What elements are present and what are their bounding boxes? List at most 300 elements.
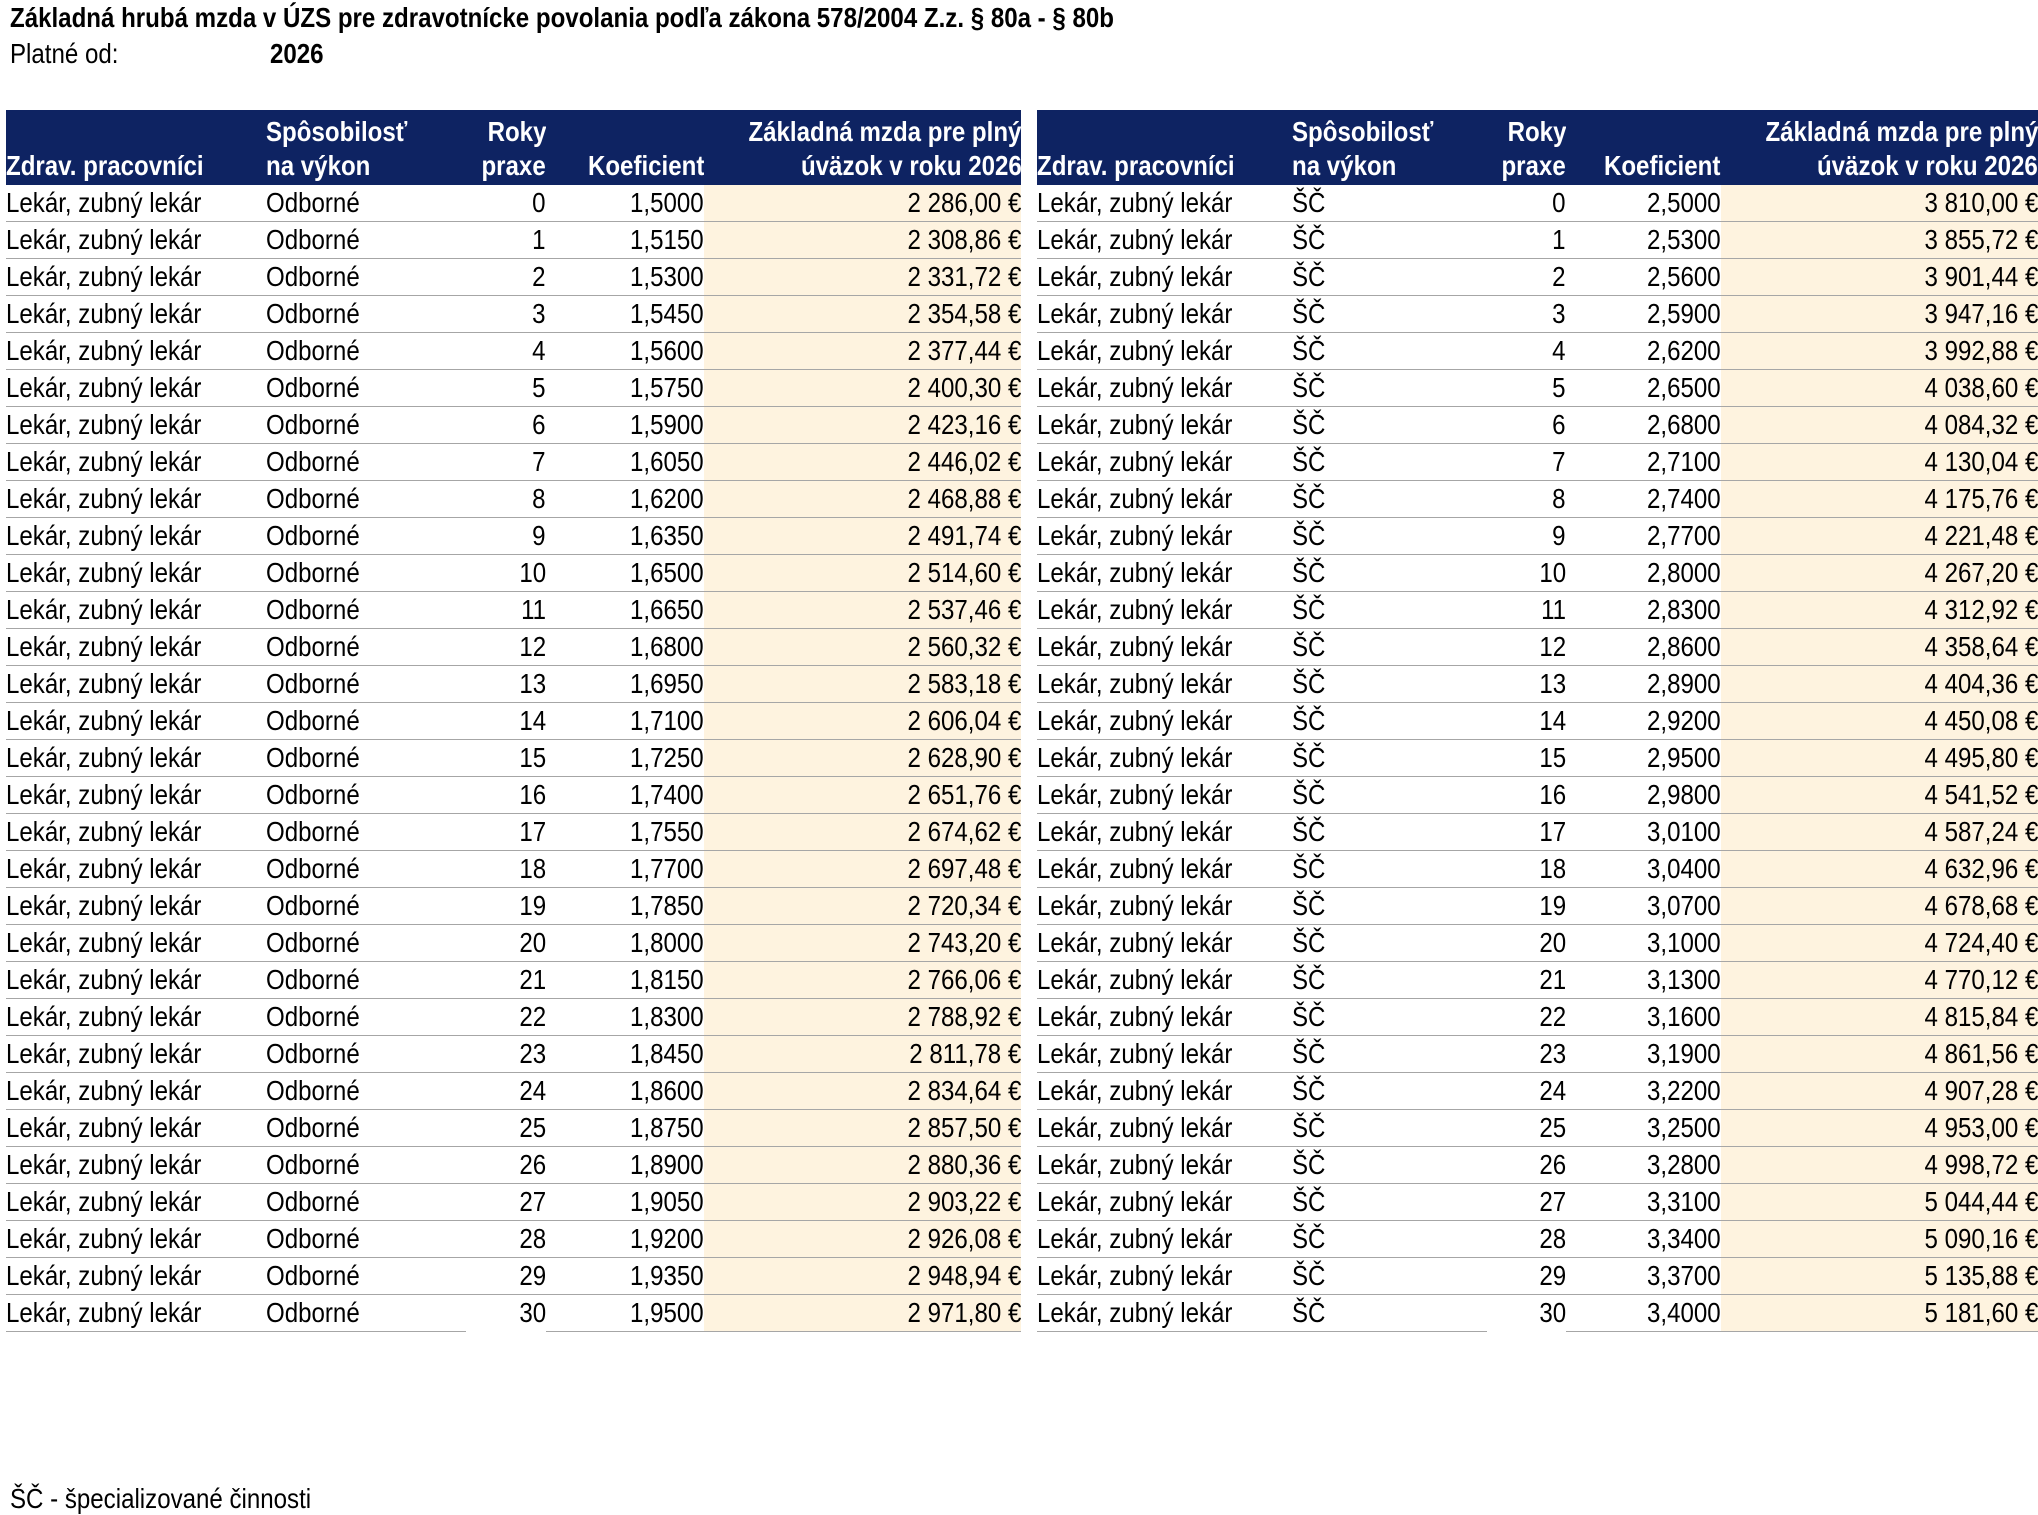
cell-ability: ŠČ (1292, 444, 1487, 481)
cell-ability: Odborné (266, 407, 466, 444)
cell-salary: 2 674,62 € (704, 814, 1021, 851)
cell-years: 29 (1487, 1258, 1566, 1295)
cell-years: 9 (1487, 518, 1566, 555)
cell-worker: Lekár, zubný lekár (6, 592, 266, 629)
cell-ability: ŠČ (1292, 185, 1487, 222)
cell-coefficient: 1,5600 (546, 333, 704, 370)
cell-salary: 4 175,76 € (1721, 481, 2038, 518)
cell-salary: 2 491,74 € (704, 518, 1021, 555)
cell-worker: Lekár, zubný lekár (6, 703, 266, 740)
cell-ability: Odborné (266, 1221, 466, 1258)
table-row (1037, 1221, 2038, 1258)
cell-salary: 5 135,88 € (1721, 1258, 2038, 1295)
cell-years: 18 (466, 851, 546, 888)
table-row (1037, 999, 2038, 1036)
cell-coefficient: 1,5750 (546, 370, 704, 407)
page-title: Základná hrubá mzda v ÚZS pre zdravotnícke povolania podľa zákona 578/2004 Z.z. § 80a - § 80b (10, 2, 1114, 33)
cell-worker: Lekár, zubný lekár (1037, 888, 1292, 925)
cell-salary: 2 834,64 € (704, 1073, 1021, 1110)
cell-worker: Lekár, zubný lekár (1037, 1258, 1292, 1295)
table-row (6, 592, 1021, 629)
cell-ability: ŠČ (1292, 407, 1487, 444)
cell-worker: Lekár, zubný lekár (6, 1147, 266, 1184)
cell-ability: ŠČ (1292, 962, 1487, 999)
cell-ability: ŠČ (1292, 629, 1487, 666)
cell-coefficient: 3,1300 (1566, 962, 1721, 999)
table-row (1037, 666, 2038, 703)
table-row (6, 481, 1021, 518)
cell-worker: Lekár, zubný lekár (6, 777, 266, 814)
cell-coefficient: 2,8000 (1566, 555, 1721, 592)
table-row (6, 370, 1021, 407)
cell-years: 30 (1539, 1297, 1567, 1329)
cell-worker: Lekár, zubný lekár (1037, 1147, 1292, 1184)
header-salary: Základná mzda pre plný úväzok v roku 2026 (1721, 110, 2038, 185)
cell-ability: Odborné (266, 370, 466, 407)
cell-ability: ŠČ (1292, 296, 1487, 333)
cell-salary: 2 720,34 € (704, 888, 1021, 925)
header-worker: Zdrav. pracovníci (6, 110, 266, 185)
cell-years: 27 (466, 1184, 546, 1221)
cell-worker: Lekár, zubný lekár (6, 185, 266, 222)
cell-worker: Lekár, zubný lekár (6, 1295, 266, 1332)
table-row (6, 296, 1021, 333)
cell-ability: Odborné (266, 703, 466, 740)
cell-coefficient: 1,5300 (546, 259, 704, 296)
table-row (6, 1073, 1021, 1110)
cell-coefficient: 1,7850 (546, 888, 704, 925)
cell-salary: 2 446,02 € (704, 444, 1021, 481)
cell-salary: 4 130,04 € (1721, 444, 2038, 481)
cell-coefficient: 1,7400 (546, 777, 704, 814)
table-row (1037, 222, 2038, 259)
cell-coefficient: 1,9200 (546, 1221, 704, 1258)
cell-ability: Odborné (266, 999, 466, 1036)
cell-worker: Lekár, zubný lekár (1037, 592, 1292, 629)
cell-worker: Lekár, zubný lekár (6, 481, 266, 518)
cell-coefficient: 1,8300 (546, 999, 704, 1036)
table-row (6, 518, 1021, 555)
cell-worker: Lekár, zubný lekár (1037, 629, 1292, 666)
cell-coefficient: 1,7700 (546, 851, 704, 888)
salary-table-odborne (6, 110, 1021, 1332)
cell-coefficient: 1,8000 (546, 925, 704, 962)
cell-coefficient: 2,6800 (1566, 407, 1721, 444)
cell-worker: Lekár, zubný lekár (6, 925, 266, 962)
cell-worker: Lekár, zubný lekár (1037, 814, 1292, 851)
cell-worker: Lekár, zubný lekár (1037, 666, 1292, 703)
table-row (1037, 481, 2038, 518)
table-row (1037, 1036, 2038, 1073)
cell-salary: 2 811,78 € (704, 1036, 1021, 1073)
cell-years: 17 (466, 814, 546, 851)
header-ability: Spôsobilosť na výkon (1292, 110, 1487, 185)
cell-salary: 4 770,12 € (1721, 962, 2038, 999)
cell-worker: Lekár, zubný lekár (1037, 1221, 1292, 1258)
header-worker: Zdrav. pracovníci (1037, 110, 1292, 185)
table-row (6, 1258, 1021, 1295)
table-row (1037, 1073, 2038, 1110)
table-row (1037, 555, 2038, 592)
cell-salary: 4 632,96 € (1721, 851, 2038, 888)
cell-years: 25 (1487, 1110, 1566, 1147)
cell-worker: Lekár, zubný lekár (1037, 1073, 1292, 1110)
cell-ability: Odborné (266, 555, 466, 592)
cell-worker: Lekár, zubný lekár (6, 222, 266, 259)
cell-salary: 4 312,92 € (1721, 592, 2038, 629)
header-years: Roky praxe (466, 110, 546, 185)
table-row (6, 814, 1021, 851)
cell-worker: Lekár, zubný lekár (6, 333, 266, 370)
cell-worker: Lekár, zubný lekár (6, 1110, 266, 1147)
cell-coefficient: 3,1000 (1566, 925, 1721, 962)
cell-worker: Lekár, zubný lekár (1037, 333, 1292, 370)
cell-years: 11 (466, 592, 546, 629)
table-row (1037, 518, 2038, 555)
cell-years: 19 (466, 888, 546, 925)
cell-ability: Odborné (266, 444, 466, 481)
cell-worker: Lekár, zubný lekár (6, 259, 266, 296)
table-row (1037, 888, 2038, 925)
cell-salary: 3 810,00 € (1721, 185, 2038, 222)
table-row (6, 1184, 1021, 1221)
cell-ability: ŠČ (1292, 1036, 1487, 1073)
table-row (6, 1147, 1021, 1184)
cell-years: 23 (466, 1036, 546, 1073)
cell-ability: Odborné (266, 925, 466, 962)
cell-ability: ŠČ (1292, 518, 1487, 555)
cell-coefficient: 2,7700 (1566, 518, 1721, 555)
cell-worker: Lekár, zubný lekár (6, 444, 266, 481)
cell-salary: 2 423,16 € (704, 407, 1021, 444)
cell-salary: 2 583,18 € (704, 666, 1021, 703)
cell-coefficient: 3,0400 (1566, 851, 1721, 888)
cell-years: 1 (466, 222, 546, 259)
table-row (1037, 370, 2038, 407)
cell-worker: Lekár, zubný lekár (1037, 407, 1292, 444)
cell-coefficient: 1,8900 (546, 1147, 704, 1184)
cell-salary: 2 857,50 € (704, 1110, 1021, 1147)
cell-worker: Lekár, zubný lekár (1037, 1295, 1292, 1332)
cell-years: 8 (1487, 481, 1566, 518)
cell-salary: 2 514,60 € (704, 555, 1021, 592)
cell-coefficient: 3,2800 (1566, 1147, 1721, 1184)
cell-years: 16 (466, 777, 546, 814)
cell-ability: ŠČ (1292, 888, 1487, 925)
cell-years: 29 (466, 1258, 546, 1295)
cell-salary: 4 998,72 € (1721, 1147, 2038, 1184)
table-row (6, 925, 1021, 962)
cell-years: 21 (466, 962, 546, 999)
cell-years: 30 (519, 1297, 546, 1329)
cell-ability: ŠČ (1292, 925, 1487, 962)
table-row (6, 703, 1021, 740)
cell-ability: Odborné (266, 629, 466, 666)
cell-years: 4 (466, 333, 546, 370)
cell-coefficient: 1,6650 (546, 592, 704, 629)
table-row (1037, 777, 2038, 814)
cell-years: 26 (1487, 1147, 1566, 1184)
cell-worker: Lekár, zubný lekár (1037, 185, 1292, 222)
table-row (1037, 407, 2038, 444)
cell-ability: ŠČ (1292, 851, 1487, 888)
cell-years: 15 (1487, 740, 1566, 777)
header-ability: Spôsobilosť na výkon (266, 110, 466, 185)
table-row (6, 1110, 1021, 1147)
cell-ability: Odborné (266, 1036, 466, 1073)
cell-salary: 5 044,44 € (1721, 1184, 2038, 1221)
cell-coefficient: 1,6050 (546, 444, 704, 481)
cell-salary: 2 788,92 € (704, 999, 1021, 1036)
cell-years: 11 (1487, 592, 1566, 629)
cell-salary: 2 377,44 € (704, 333, 1021, 370)
cell-years: 14 (1487, 703, 1566, 740)
cell-coefficient: 2,5900 (1566, 296, 1721, 333)
cell-coefficient: 2,7100 (1566, 444, 1721, 481)
cell-coefficient: 2,7400 (1566, 481, 1721, 518)
cell-years: 10 (1487, 555, 1566, 592)
cell-salary: 2 651,76 € (704, 777, 1021, 814)
cell-worker: Lekár, zubný lekár (1037, 777, 1292, 814)
salary-table-sc (1037, 110, 2038, 1332)
cell-years: 9 (466, 518, 546, 555)
cell-years: 20 (466, 925, 546, 962)
cell-worker: Lekár, zubný lekár (1037, 518, 1292, 555)
cell-salary: 3 855,72 € (1721, 222, 2038, 259)
cell-years: 28 (466, 1221, 546, 1258)
cell-worker: Lekár, zubný lekár (6, 1221, 266, 1258)
cell-ability: ŠČ (1292, 370, 1487, 407)
cell-salary: 2 286,00 € (704, 185, 1021, 222)
cell-ability: Odborné (266, 518, 466, 555)
cell-ability: Odborné (266, 962, 466, 999)
cell-years: 15 (466, 740, 546, 777)
table-row (1037, 1147, 2038, 1184)
table-row (1037, 962, 2038, 999)
cell-worker: Lekár, zubný lekár (6, 962, 266, 999)
cell-ability: ŠČ (1292, 1221, 1487, 1258)
cell-salary: 2 354,58 € (704, 296, 1021, 333)
cell-coefficient: 1,6800 (546, 629, 704, 666)
cell-years: 12 (466, 629, 546, 666)
table-header-row (6, 110, 1021, 185)
header-coefficient: Koeficient (546, 110, 704, 185)
cell-salary: 4 724,40 € (1721, 925, 2038, 962)
cell-salary: 2 926,08 € (704, 1221, 1021, 1258)
cell-years: 24 (466, 1073, 546, 1110)
table-row (6, 666, 1021, 703)
cell-ability: ŠČ (1292, 666, 1487, 703)
cell-salary: 5 181,60 € (1721, 1295, 2038, 1332)
table-row (6, 740, 1021, 777)
cell-coefficient: 1,5150 (546, 222, 704, 259)
cell-years: 2 (1487, 259, 1566, 296)
cell-worker: Lekár, zubný lekár (1037, 962, 1292, 999)
cell-worker: Lekár, zubný lekár (6, 814, 266, 851)
cell-years: 18 (1487, 851, 1566, 888)
cell-worker: Lekár, zubný lekár (6, 1258, 266, 1295)
cell-ability: Odborné (266, 1258, 466, 1295)
cell-worker: Lekár, zubný lekár (1037, 703, 1292, 740)
cell-coefficient: 3,2500 (1566, 1110, 1721, 1147)
cell-coefficient: 1,9500 (546, 1295, 704, 1332)
cell-ability: ŠČ (1292, 1147, 1487, 1184)
cell-ability: ŠČ (1292, 740, 1487, 777)
table-row (1037, 851, 2038, 888)
cell-coefficient: 1,9050 (546, 1184, 704, 1221)
cell-coefficient: 2,5300 (1566, 222, 1721, 259)
cell-salary: 2 606,04 € (704, 703, 1021, 740)
cell-coefficient: 3,3100 (1566, 1184, 1721, 1221)
cell-years: 13 (466, 666, 546, 703)
cell-worker: Lekár, zubný lekár (1037, 370, 1292, 407)
cell-ability: ŠČ (1292, 259, 1487, 296)
table-row (1037, 444, 2038, 481)
cell-worker: Lekár, zubný lekár (1037, 1036, 1292, 1073)
cell-coefficient: 3,1900 (1566, 1036, 1721, 1073)
cell-salary: 3 992,88 € (1721, 333, 2038, 370)
table-row (6, 555, 1021, 592)
cell-salary: 2 331,72 € (704, 259, 1021, 296)
cell-coefficient: 3,3400 (1566, 1221, 1721, 1258)
cell-worker: Lekár, zubný lekár (6, 407, 266, 444)
cell-worker: Lekár, zubný lekár (1037, 925, 1292, 962)
cell-coefficient: 1,5900 (546, 407, 704, 444)
cell-years: 25 (466, 1110, 546, 1147)
cell-salary: 2 560,32 € (704, 629, 1021, 666)
cell-ability: ŠČ (1292, 814, 1487, 851)
cell-ability: Odborné (266, 666, 466, 703)
cell-worker: Lekár, zubný lekár (1037, 1110, 1292, 1147)
cell-coefficient: 3,0100 (1566, 814, 1721, 851)
cell-coefficient: 2,8600 (1566, 629, 1721, 666)
cell-salary: 2 903,22 € (704, 1184, 1021, 1221)
cell-coefficient: 1,7250 (546, 740, 704, 777)
cell-coefficient: 2,6500 (1566, 370, 1721, 407)
cell-coefficient: 1,5450 (546, 296, 704, 333)
cell-coefficient: 3,2200 (1566, 1073, 1721, 1110)
cell-coefficient: 1,8150 (546, 962, 704, 999)
cell-salary: 2 628,90 € (704, 740, 1021, 777)
cell-ability: Odborné (266, 296, 466, 333)
table-row (1037, 1295, 2038, 1332)
cell-ability: Odborné (266, 740, 466, 777)
cell-years: 1 (1487, 222, 1566, 259)
cell-coefficient: 2,5000 (1566, 185, 1721, 222)
cell-worker: Lekár, zubný lekár (1037, 999, 1292, 1036)
cell-coefficient: 1,6350 (546, 518, 704, 555)
cell-salary: 4 815,84 € (1721, 999, 2038, 1036)
cell-ability: ŠČ (1292, 333, 1487, 370)
cell-worker: Lekár, zubný lekár (6, 629, 266, 666)
cell-ability: Odborné (266, 777, 466, 814)
cell-salary: 4 678,68 € (1721, 888, 2038, 925)
table-row (1037, 1258, 2038, 1295)
cell-salary: 4 358,64 € (1721, 629, 2038, 666)
table-row (1037, 1110, 2038, 1147)
cell-years: 0 (1487, 185, 1566, 222)
cell-salary: 4 541,52 € (1721, 777, 2038, 814)
cell-salary: 2 400,30 € (704, 370, 1021, 407)
table-row (6, 1295, 1021, 1332)
valid-from (10, 38, 340, 70)
cell-ability: ŠČ (1292, 1184, 1487, 1221)
valid-from-year: 2026 (270, 38, 324, 69)
cell-years: 27 (1487, 1184, 1566, 1221)
cell-salary: 4 907,28 € (1721, 1073, 2038, 1110)
table-row (6, 259, 1021, 296)
table-row (1037, 296, 2038, 333)
cell-coefficient: 3,3700 (1566, 1258, 1721, 1295)
table-row (6, 999, 1021, 1036)
table-row (1037, 814, 2038, 851)
table-row (6, 444, 1021, 481)
table-row (6, 629, 1021, 666)
cell-years: 24 (1487, 1073, 1566, 1110)
cell-coefficient: 3,0700 (1566, 888, 1721, 925)
cell-ability: Odborné (266, 1110, 466, 1147)
cell-salary: 4 953,00 € (1721, 1110, 2038, 1147)
cell-ability: ŠČ (1292, 481, 1487, 518)
cell-ability: Odborné (266, 481, 466, 518)
table-row (1037, 592, 2038, 629)
cell-salary: 2 971,80 € (704, 1295, 1021, 1332)
cell-ability: Odborné (266, 222, 466, 259)
table-header-row (1037, 110, 2038, 185)
table-row (1037, 1184, 2038, 1221)
cell-ability: ŠČ (1292, 777, 1487, 814)
cell-salary: 4 861,56 € (1721, 1036, 2038, 1073)
cell-years: 13 (1487, 666, 1566, 703)
cell-years: 20 (1487, 925, 1566, 962)
cell-salary: 2 537,46 € (704, 592, 1021, 629)
cell-salary: 2 948,94 € (704, 1258, 1021, 1295)
cell-years: 6 (1487, 407, 1566, 444)
cell-years: 3 (1487, 296, 1566, 333)
cell-years: 0 (466, 185, 546, 222)
cell-years: 10 (466, 555, 546, 592)
cell-coefficient: 2,6200 (1566, 333, 1721, 370)
cell-worker: Lekár, zubný lekár (1037, 444, 1292, 481)
cell-coefficient: 1,8450 (546, 1036, 704, 1073)
cell-years: 6 (466, 407, 546, 444)
header-years: Roky praxe (1487, 110, 1566, 185)
cell-worker: Lekár, zubný lekár (1037, 222, 1292, 259)
cell-worker: Lekár, zubný lekár (1037, 555, 1292, 592)
cell-salary: 2 697,48 € (704, 851, 1021, 888)
cell-salary: 4 084,32 € (1721, 407, 2038, 444)
table-row (1037, 629, 2038, 666)
cell-years: 2 (466, 259, 546, 296)
cell-worker: Lekár, zubný lekár (6, 888, 266, 925)
cell-coefficient: 1,6500 (546, 555, 704, 592)
cell-salary: 3 901,44 € (1721, 259, 2038, 296)
cell-years: 7 (1487, 444, 1566, 481)
table-row (6, 888, 1021, 925)
cell-worker: Lekár, zubný lekár (6, 666, 266, 703)
cell-ability: ŠČ (1292, 999, 1487, 1036)
valid-from-label: Platné od: (10, 38, 119, 69)
cell-coefficient: 1,7100 (546, 703, 704, 740)
cell-ability: ŠČ (1292, 1073, 1487, 1110)
cell-coefficient: 1,9350 (546, 1258, 704, 1295)
table-row (1037, 259, 2038, 296)
table-row (6, 222, 1021, 259)
cell-coefficient: 2,8900 (1566, 666, 1721, 703)
cell-worker: Lekár, zubný lekár (6, 1184, 266, 1221)
cell-coefficient: 1,5000 (546, 185, 704, 222)
cell-salary: 4 221,48 € (1721, 518, 2038, 555)
